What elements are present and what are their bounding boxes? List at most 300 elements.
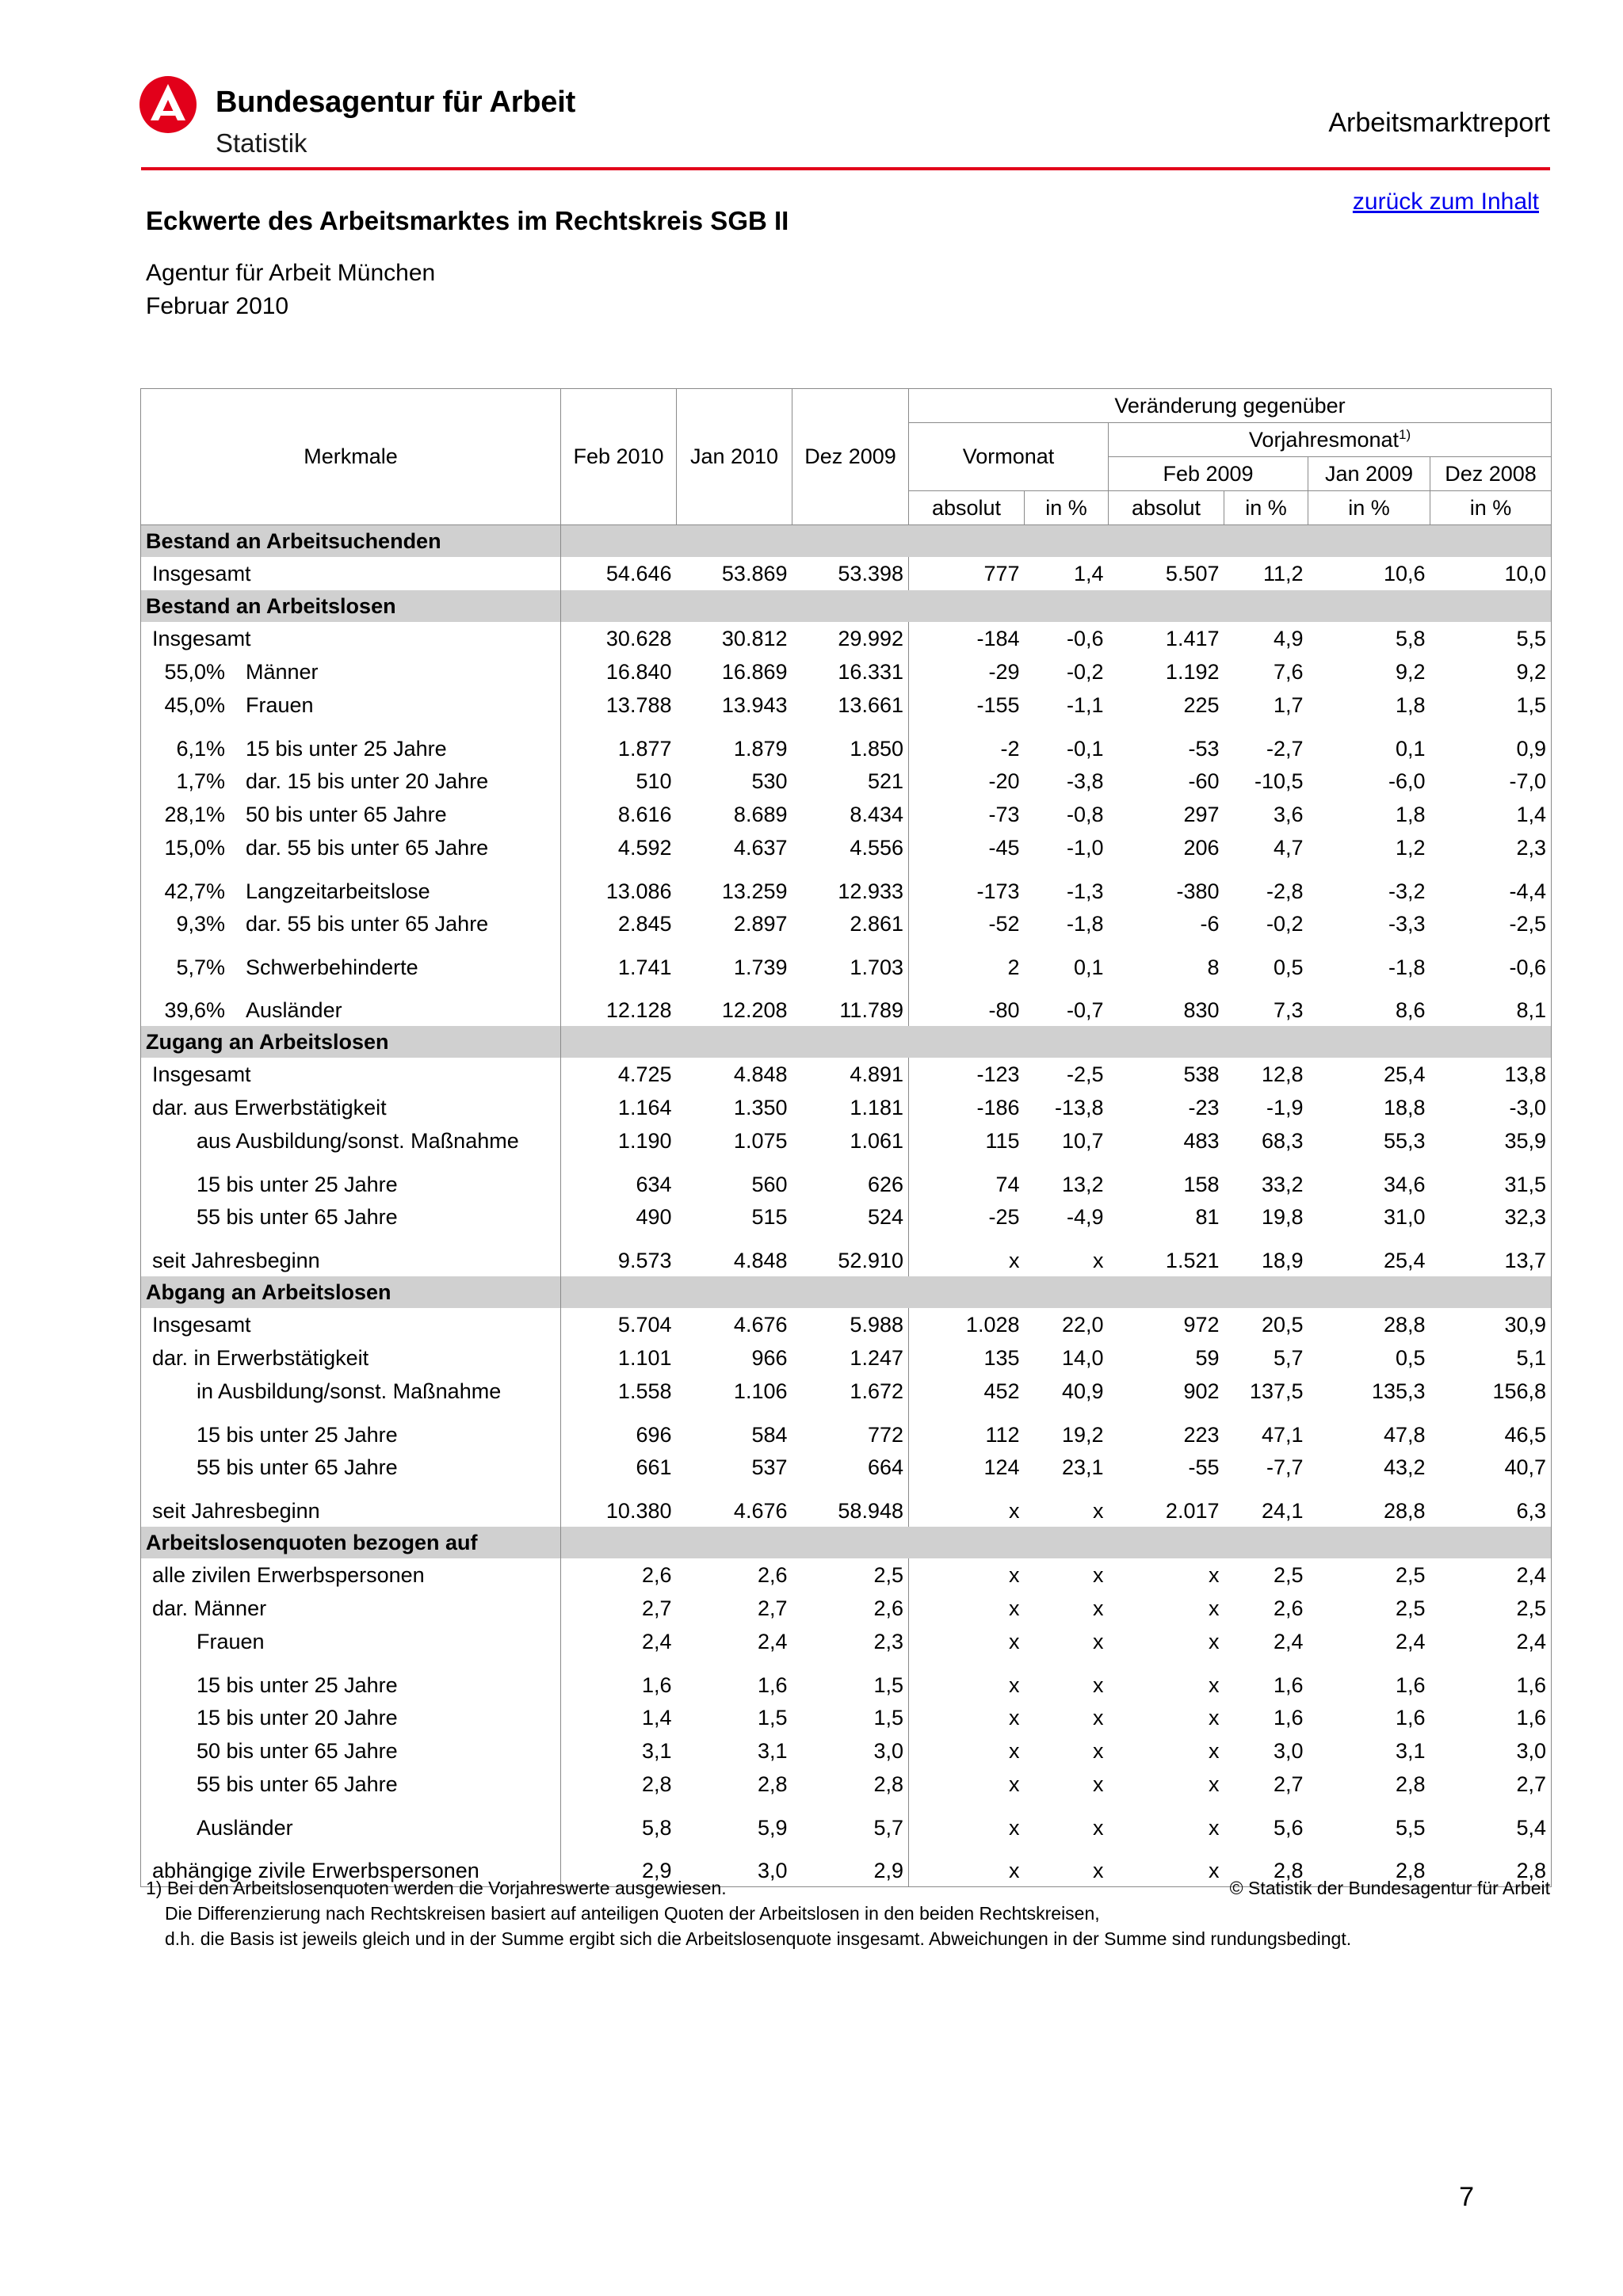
value-cell: 206 [1183, 835, 1220, 860]
value-cell: 8.689 [733, 802, 788, 826]
header-divider [141, 167, 1550, 170]
col-header-jan2009: Jan 2009 [1308, 457, 1430, 491]
value-cell: 1.106 [733, 1379, 788, 1403]
row-label: 55 bis unter 65 Jahre [197, 1455, 398, 1479]
value-cell: x [1209, 1629, 1220, 1653]
col-header-feb2010: Feb 2010 [561, 389, 677, 525]
row-label-cell [141, 1658, 561, 1701]
value-cell: 2,5 [1395, 1596, 1426, 1620]
value-cell: 524 [867, 1204, 903, 1229]
value-cell: 3,0 [873, 1738, 903, 1763]
org-name: Bundesagentur für Arbeit [216, 86, 576, 119]
row-share-percent: 9,3% [176, 911, 225, 936]
value-cell: 54.646 [605, 561, 672, 585]
col-header-veraenderung: Veränderung gegenüber [909, 389, 1552, 423]
value-cell: 18,9 [1261, 1249, 1304, 1272]
section-fill [561, 590, 1552, 622]
col-header-vorjahresmonat [1109, 423, 1552, 457]
value-cell: 537 [751, 1455, 788, 1479]
value-cell: x [909, 1484, 1025, 1527]
value-cell: 3,0 [1430, 1734, 1552, 1768]
section-header-row [141, 1276, 1552, 1308]
table-row [141, 1768, 1552, 1801]
value-cell: 1,4 [1430, 798, 1552, 831]
section-title: Bestand an Arbeitsuchenden [141, 525, 561, 558]
row-label: seit Jahresbeginn [152, 1499, 320, 1523]
value-cell: 2,4 [1430, 1625, 1552, 1658]
value-cell: x [909, 1768, 1025, 1801]
footnote-2: Die Differenzierung nach Rechtskreisen basiert auf anteiligen Quoten der Arbeitslosen in den beiden Rechtskreisen, [165, 1903, 1100, 1924]
report-month: Februar 2010 [146, 293, 289, 319]
value-cell: 7,3 [1273, 998, 1304, 1022]
value-cell: 30.812 [721, 626, 788, 650]
value-cell: 81 [1195, 1204, 1220, 1229]
value-cell: x [909, 1801, 1025, 1844]
value-cell: 34,6 [1383, 1173, 1426, 1196]
row-share-percent: 1,7% [176, 769, 225, 793]
value-cell: 1.164 [617, 1095, 672, 1119]
value-cell: 0,9 [1430, 722, 1552, 765]
section-fill [561, 1527, 1552, 1558]
value-cell: 2,6 [1273, 1596, 1304, 1620]
row-label-cell [141, 1801, 561, 1844]
value-cell: -0,2 [1266, 911, 1304, 936]
value-cell: x [1093, 1673, 1104, 1697]
value-cell: 515 [751, 1204, 788, 1229]
value-cell: 538 [1183, 1062, 1220, 1086]
value-cell: 30.628 [605, 626, 672, 650]
value-cell: 2,8 [1395, 1772, 1426, 1796]
value-cell: -0,1 [1066, 737, 1104, 761]
row-label: Insgesamt [152, 1062, 251, 1086]
value-cell: 12.128 [605, 998, 672, 1022]
value-cell: 5,8 [1395, 626, 1426, 650]
row-label: 50 bis unter 65 Jahre [246, 802, 447, 826]
value-cell: 13.661 [838, 692, 903, 717]
row-label-cell [141, 1484, 561, 1527]
footnote-marker: 1) [1399, 427, 1411, 442]
value-cell: -184 [909, 622, 1025, 655]
value-cell: 13,8 [1430, 1058, 1552, 1091]
value-cell: 1,5 [873, 1705, 903, 1730]
table-row [141, 1625, 1552, 1658]
value-cell: 14,0 [1061, 1345, 1104, 1370]
value-cell: 3,1 [757, 1738, 788, 1763]
col-header-dez2009: Dez 2009 [792, 389, 909, 525]
row-label: 15 bis unter 20 Jahre [197, 1705, 398, 1730]
value-cell: 4.592 [617, 835, 672, 860]
section-fill [561, 525, 1552, 558]
value-cell: -2,8 [1266, 879, 1304, 903]
value-cell: 4.848 [733, 1249, 788, 1272]
value-cell: 510 [636, 769, 672, 793]
value-cell: 20,5 [1261, 1312, 1304, 1337]
value-cell: 47,1 [1261, 1423, 1304, 1447]
value-cell: 8.616 [617, 802, 672, 826]
value-cell: 30,9 [1430, 1308, 1552, 1341]
value-cell: x [1093, 1705, 1104, 1730]
value-cell: x [1093, 1629, 1104, 1653]
value-cell: 0,1 [1395, 737, 1426, 761]
value-cell: 74 [909, 1158, 1025, 1200]
row-share-percent: 45,0% [164, 692, 225, 717]
value-cell: 1.739 [733, 955, 788, 979]
value-cell: 115 [909, 1124, 1025, 1158]
table-row [141, 1058, 1552, 1091]
table-row [141, 1451, 1552, 1484]
table-row [141, 798, 1552, 831]
value-cell: -1,3 [1066, 879, 1104, 903]
row-label-cell [141, 1701, 561, 1734]
back-to-contents-link[interactable]: zurück zum Inhalt [1352, 189, 1539, 215]
value-cell: 2,5 [1430, 1592, 1552, 1625]
value-cell: -25 [909, 1200, 1025, 1234]
value-cell: 1.741 [617, 955, 672, 979]
value-cell: x [909, 1734, 1025, 1768]
value-cell: 4,7 [1273, 835, 1304, 860]
value-cell: -55 [1188, 1455, 1220, 1479]
row-label: Insgesamt [152, 626, 251, 650]
value-cell: 1.075 [733, 1128, 788, 1153]
row-label: 55 bis unter 65 Jahre [197, 1204, 398, 1229]
table-header [141, 389, 1552, 525]
value-cell: 1.101 [617, 1345, 672, 1370]
ba-logo-icon [139, 76, 197, 133]
value-cell: 1,7 [1273, 692, 1304, 717]
table-row [141, 622, 1552, 655]
value-cell: 25,4 [1383, 1062, 1426, 1086]
value-cell: -20 [909, 765, 1025, 798]
value-cell: 2,7 [1430, 1768, 1552, 1801]
value-cell: -3,0 [1430, 1091, 1552, 1124]
value-cell: -80 [909, 983, 1025, 1026]
table-row [141, 983, 1552, 1026]
value-cell: 9,2 [1430, 655, 1552, 688]
value-cell: 2,4 [757, 1629, 788, 1653]
value-cell: 1.703 [850, 955, 903, 979]
value-cell: 223 [1183, 1423, 1220, 1447]
value-cell: -1,8 [1066, 911, 1104, 936]
row-label: Ausländer [246, 998, 342, 1022]
row-label-cell [141, 655, 561, 688]
value-cell: 5,5 [1430, 622, 1552, 655]
col-header-vormonat-absolut: absolut [909, 491, 1025, 525]
value-cell: 4.725 [617, 1062, 672, 1086]
value-cell: 1.417 [1165, 626, 1220, 650]
value-cell: -23 [1188, 1095, 1220, 1119]
value-cell: 5,9 [757, 1816, 788, 1840]
col-header-vormonat: Vormonat [909, 423, 1109, 491]
row-label: in Ausbildung/sonst. Maßnahme [197, 1379, 502, 1403]
value-cell: -2,5 [1066, 1062, 1104, 1086]
table-row [141, 1701, 1552, 1734]
col-header-jan2010: Jan 2010 [677, 389, 792, 525]
row-label: seit Jahresbeginn [152, 1249, 320, 1272]
row-label: alle zivilen Erwerbspersonen [152, 1562, 425, 1587]
value-cell: 696 [636, 1423, 672, 1447]
value-cell: 1.190 [617, 1128, 672, 1153]
value-cell: 8,1 [1430, 983, 1552, 1026]
value-cell: 2,9 [792, 1844, 909, 1887]
row-label: dar. 15 bis unter 20 Jahre [246, 769, 489, 793]
value-cell: 2,4 [1395, 1629, 1426, 1653]
row-label-cell [141, 1341, 561, 1375]
value-cell: 5,8 [641, 1816, 672, 1840]
value-cell: x [1209, 1562, 1220, 1587]
value-cell: -1,8 [1388, 955, 1426, 979]
section-fill [561, 1026, 1552, 1058]
value-cell: -7,0 [1430, 765, 1552, 798]
col-header-vorjahr-absolut: absolut [1109, 491, 1224, 525]
value-cell: -4,4 [1430, 864, 1552, 907]
value-cell: 0,5 [1273, 955, 1304, 979]
value-cell: 1.850 [850, 737, 903, 761]
value-cell: 2,4 [1273, 1629, 1304, 1653]
value-cell: 2,5 [873, 1562, 903, 1587]
value-cell: -1,0 [1066, 835, 1104, 860]
value-cell: 10,0 [1430, 557, 1552, 590]
value-cell: 225 [1183, 692, 1220, 717]
value-cell: 2.017 [1165, 1499, 1220, 1523]
section-title: Bestand an Arbeitslosen [141, 590, 561, 622]
value-cell: 7,6 [1273, 659, 1304, 684]
row-label: dar. in Erwerbstätigkeit [152, 1345, 369, 1370]
table-row [141, 688, 1552, 722]
value-cell: -0,8 [1066, 802, 1104, 826]
section-header-row [141, 525, 1552, 558]
value-cell: 53.869 [721, 561, 788, 585]
value-cell: 5,1 [1430, 1341, 1552, 1375]
value-cell: 9.573 [617, 1249, 672, 1272]
value-cell: x [909, 1701, 1025, 1734]
value-cell: 830 [1183, 998, 1220, 1022]
row-label-cell [141, 831, 561, 864]
value-cell: 2.845 [617, 911, 672, 936]
value-cell: 8,6 [1395, 998, 1426, 1022]
value-cell: 8.434 [850, 802, 903, 826]
value-cell: 1,8 [1395, 802, 1426, 826]
value-cell: 1,5 [1430, 688, 1552, 722]
row-label-cell [141, 1375, 561, 1408]
value-cell: x [909, 1558, 1025, 1592]
row-label-cell [141, 940, 561, 983]
value-cell: 11,2 [1262, 561, 1304, 585]
row-label: 55 bis unter 65 Jahre [197, 1772, 398, 1796]
table-row [141, 831, 1552, 864]
section-header-row [141, 1026, 1552, 1058]
value-cell: 530 [751, 769, 788, 793]
value-cell: 5,6 [1273, 1816, 1304, 1840]
row-label: Schwerbehinderte [246, 955, 418, 979]
value-cell: 47,8 [1383, 1423, 1426, 1447]
row-label: Frauen [197, 1629, 265, 1653]
value-cell: 53.398 [838, 561, 903, 585]
value-cell: -60 [1188, 769, 1220, 793]
value-cell: 1,6 [1273, 1673, 1304, 1697]
value-cell: 4.676 [733, 1312, 788, 1337]
row-label-cell [141, 907, 561, 940]
vorjahresmonat-label: Vorjahresmonat [1248, 428, 1400, 452]
value-cell: 1,5 [873, 1673, 903, 1697]
value-cell: 1,6 [757, 1673, 788, 1697]
value-cell: 8 [1207, 955, 1220, 979]
value-cell: x [1093, 1816, 1104, 1840]
value-cell: 902 [1183, 1379, 1220, 1403]
row-share-percent: 42,7% [164, 879, 225, 903]
value-cell: 560 [751, 1173, 788, 1196]
row-label: dar. 55 bis unter 65 Jahre [246, 911, 489, 936]
value-cell: 1,2 [1395, 835, 1426, 860]
value-cell: 966 [751, 1345, 788, 1370]
value-cell: -2,5 [1430, 907, 1552, 940]
row-label-cell [141, 983, 561, 1026]
row-label-cell [141, 557, 561, 590]
value-cell: x [1093, 1596, 1104, 1620]
value-cell: 2,6 [873, 1596, 903, 1620]
value-cell: 452 [909, 1375, 1025, 1408]
value-cell: 16.331 [838, 659, 903, 684]
value-cell: 11.789 [839, 998, 903, 1022]
row-label: Langzeitarbeitslose [246, 879, 430, 903]
value-cell: 16.840 [605, 659, 672, 684]
col-header-dez2008-pct: in % [1430, 491, 1552, 525]
value-cell: 40,9 [1061, 1379, 1104, 1403]
value-cell: x [1093, 1249, 1104, 1272]
row-label-cell [141, 864, 561, 907]
value-cell: x [909, 1592, 1025, 1625]
value-cell: -0,6 [1430, 940, 1552, 983]
value-cell: 2,8 [1430, 1844, 1552, 1887]
value-cell: 1,6 [1395, 1673, 1426, 1697]
row-label-cell [141, 1158, 561, 1200]
value-cell: 1,8 [1395, 692, 1426, 717]
section-title: Zugang an Arbeitslosen [141, 1026, 561, 1058]
value-cell: 1.350 [733, 1095, 788, 1119]
table-row [141, 864, 1552, 907]
table-row [141, 1158, 1552, 1200]
value-cell: x [1025, 1844, 1109, 1887]
row-label: 50 bis unter 65 Jahre [197, 1738, 398, 1763]
report-name: Arbeitsmarktreport [1328, 108, 1550, 138]
value-cell: 52.910 [838, 1249, 903, 1272]
value-cell: 1.877 [617, 737, 672, 761]
value-cell: 4,9 [1273, 626, 1304, 650]
value-cell: 68,3 [1261, 1128, 1304, 1153]
table-row [141, 722, 1552, 765]
footnote-1: 1) Bei den Arbeitslosenquoten werden die Vorjahreswerte ausgewiesen. [146, 1878, 727, 1898]
value-cell: 777 [909, 557, 1025, 590]
table-row [141, 1484, 1552, 1527]
row-label-cell [141, 1558, 561, 1592]
value-cell: 28,8 [1383, 1499, 1426, 1523]
value-cell: 5,4 [1430, 1801, 1552, 1844]
value-cell: 156,8 [1430, 1375, 1552, 1408]
value-cell: x [909, 1234, 1025, 1276]
value-cell: 2,8 [1308, 1844, 1430, 1887]
value-cell: 9,2 [1395, 659, 1426, 684]
row-label: Männer [246, 659, 319, 684]
value-cell: 6,3 [1430, 1484, 1552, 1527]
col-header-jan2009-pct: in % [1308, 491, 1430, 525]
value-cell: 483 [1183, 1128, 1220, 1153]
value-cell: -6 [1200, 911, 1220, 936]
value-cell: 626 [867, 1173, 903, 1196]
value-cell: -3,3 [1388, 911, 1426, 936]
value-cell: 2,8 [641, 1772, 672, 1796]
row-label-cell [141, 1058, 561, 1091]
value-cell: 4.848 [733, 1062, 788, 1086]
table-row [141, 655, 1552, 688]
row-share-percent: 55,0% [164, 659, 225, 684]
value-cell: x [1209, 1772, 1220, 1796]
value-cell: -52 [909, 907, 1025, 940]
value-cell: 5.704 [617, 1312, 672, 1337]
value-cell: 3,0 [1273, 1738, 1304, 1763]
value-cell: 5.988 [850, 1312, 903, 1337]
row-label: abhängige zivile Erwerbspersonen [152, 1859, 479, 1882]
value-cell: 4.637 [733, 835, 788, 860]
copyright-notice: © Statistik der Bundesagentur für Arbeit [1229, 1878, 1550, 1898]
value-cell: -0,7 [1066, 998, 1104, 1022]
value-cell: 772 [867, 1423, 903, 1447]
table-row [141, 1234, 1552, 1276]
row-share-percent: 6,1% [176, 737, 225, 761]
value-cell: 1.061 [850, 1128, 903, 1153]
value-cell: 5,7 [873, 1816, 903, 1840]
value-cell: 2.861 [850, 911, 903, 936]
row-label: Ausländer [197, 1816, 293, 1840]
table-row [141, 557, 1552, 590]
table-row [141, 940, 1552, 983]
value-cell: -7,7 [1266, 1455, 1304, 1479]
value-cell: -123 [909, 1058, 1025, 1091]
value-cell: x [1093, 1738, 1104, 1763]
value-cell: 634 [636, 1173, 672, 1196]
value-cell: 22,0 [1061, 1312, 1104, 1337]
value-cell: -380 [1176, 879, 1220, 903]
value-cell: 135 [909, 1341, 1025, 1375]
section-fill [561, 1276, 1552, 1308]
value-cell: 2,7 [641, 1596, 672, 1620]
row-label: 15 bis unter 25 Jahre [246, 737, 447, 761]
value-cell: -0,6 [1066, 626, 1104, 650]
value-cell: 13,7 [1430, 1234, 1552, 1276]
value-cell: 2,8 [757, 1772, 788, 1796]
value-cell: -1,1 [1066, 692, 1104, 717]
value-cell: x [1209, 1816, 1220, 1840]
value-cell: 1.521 [1165, 1249, 1220, 1272]
value-cell: 584 [751, 1423, 788, 1447]
col-header-dez2008: Dez 2008 [1430, 457, 1552, 491]
value-cell: 23,1 [1061, 1455, 1104, 1479]
row-share-percent: 15,0% [164, 835, 225, 860]
value-cell: 2,5 [1273, 1562, 1304, 1587]
table-row [141, 1734, 1552, 1768]
table-row [141, 1558, 1552, 1592]
table-row [141, 1124, 1552, 1158]
row-label-cell [141, 688, 561, 722]
value-cell: 5.507 [1165, 561, 1220, 585]
value-cell: 5,5 [1395, 1816, 1426, 1840]
table-row [141, 1801, 1552, 1844]
value-cell: 55,3 [1383, 1128, 1426, 1153]
value-cell: x [1093, 1562, 1104, 1587]
section-title: Abgang an Arbeitslosen [141, 1276, 561, 1308]
value-cell: -1,9 [1266, 1095, 1304, 1119]
section-header-row [141, 1527, 1552, 1558]
value-cell: 32,3 [1430, 1200, 1552, 1234]
value-cell: 2,8 [1224, 1844, 1308, 1887]
